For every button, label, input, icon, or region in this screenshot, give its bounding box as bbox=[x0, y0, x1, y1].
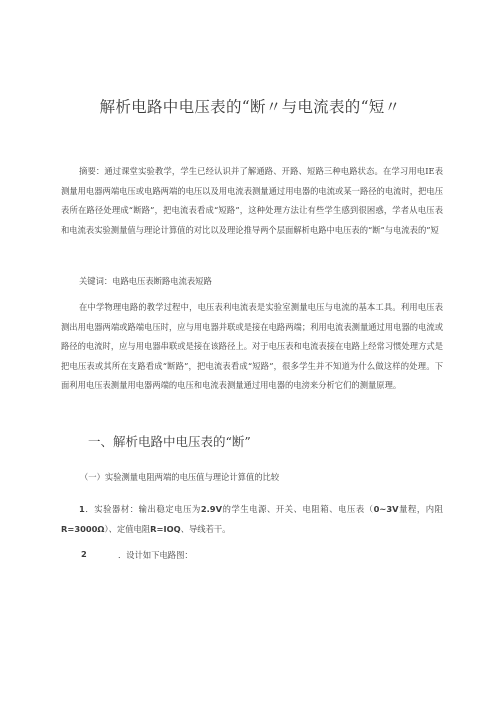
list-item-1-text-d: ）、定值电阻 bbox=[104, 523, 151, 534]
list-item-2 bbox=[0, 549, 500, 563]
keywords-line: 关键词：电路电压表断路电流表短路 bbox=[79, 276, 212, 286]
section-heading: 一、解析电路中电压表的“断” bbox=[88, 434, 251, 449]
list-item-1-text-c: 量程，内阻 bbox=[398, 504, 443, 514]
list-item-1-text-b: 的学生电源、开关、电阻箱、电压表（ bbox=[222, 504, 374, 514]
list-item-1 bbox=[61, 500, 443, 539]
internal-resistance-value: R=3000Ω bbox=[61, 523, 105, 534]
fixed-resistor-value: R=IOQ bbox=[150, 523, 181, 534]
intro-paragraph: 在中学物理电路的教学过程中，电压表利电流表是实验室测量电压与电流的基本工具。利用电压表测出用电器两端或路端电压时，应与用电器并联或是接在电路两端；利用电流表测量通过用电器的电流或路径的电流时，应与用电器串联或是接在该路径上。对于电压表和电流表接在电路上经常习惯处理方式是把电压表或其所在支路看成“断路”，把电流表看成“短路”，很多学生并不知道为什么做这样的处理。下面利用电压表测量用电器两端的电压和电流表测量通过用电器的电滂来分析它们的测量原理。 bbox=[61, 302, 443, 390]
list-item-1-text-a: ．实验器材：输出稳定电压为 bbox=[84, 504, 201, 514]
document-title: 解析电路中电压表的“断〃与电流表的“短〃 bbox=[99, 98, 401, 116]
list-item-1-text-e: 、导线若干。 bbox=[180, 523, 231, 534]
list-item-2-number: 2 bbox=[81, 549, 87, 559]
range-value: 0~3V bbox=[373, 504, 399, 514]
abstract-paragraph: 摘要：通过课堂实验教学，学生已经认识并了解通路、开路、短路三种电路状态。在学习用电IE表测量用电器两端电压或电路两端的电压以及用电流表测量通过用电器的电流或某一路径的电流时，把电压表所在路径处理成“断路”，把电流表看成“短路”，这种处理方法让有些学生感到很困惑，学者从电压表和电流表实验测量值与理论计算值的对比以及理论推导两个层面解析电路中电压表的“断”与电流表的”短 bbox=[61, 166, 443, 235]
list-item-2-text: ．设计如下电路图： bbox=[118, 550, 193, 560]
subsection-heading: （一）实验测量电阻两端的电压值与理论计算值的比较 bbox=[80, 472, 280, 482]
list-item-1-number: 1 bbox=[79, 504, 85, 514]
voltage-value: 2.9V bbox=[200, 504, 222, 514]
